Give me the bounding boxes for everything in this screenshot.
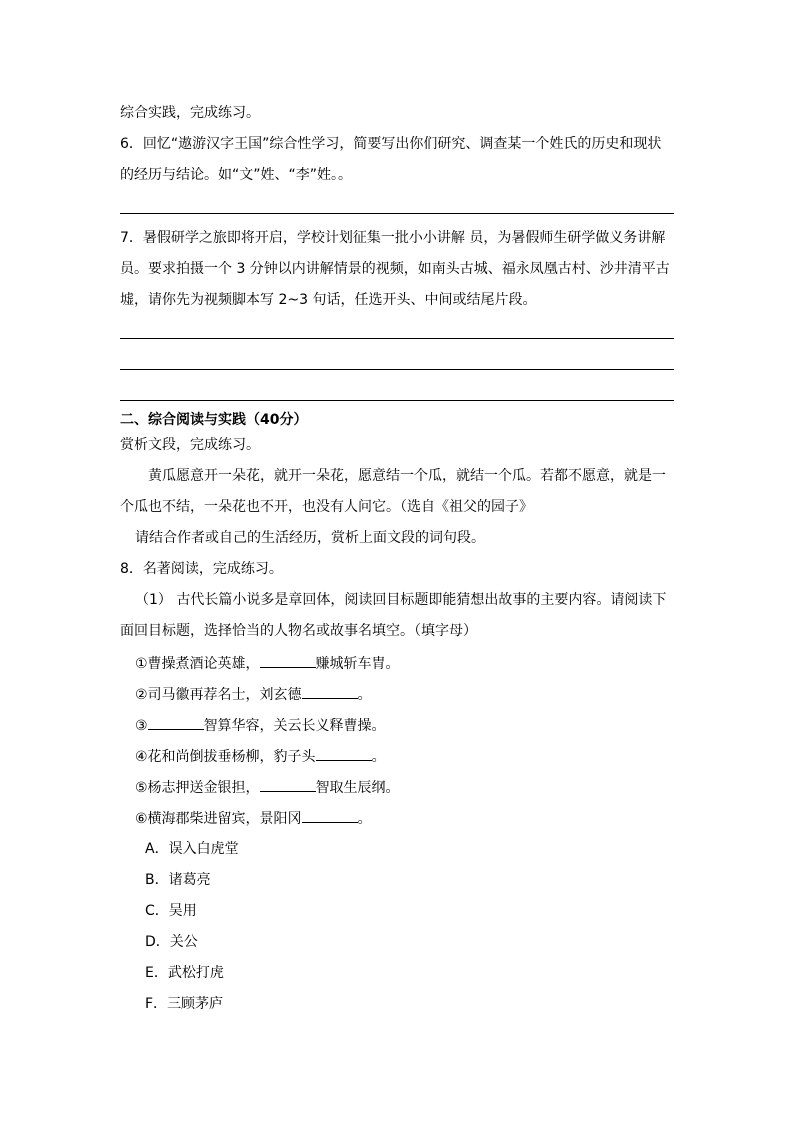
fill-item-6 — [135, 808, 372, 828]
fill-item-text: ②司马徽再荐名士，刘玄德 — [135, 687, 302, 703]
fill-item-text: ⑤杨志押送金银担， — [135, 780, 260, 796]
passage-line-1: 黄瓜愿意开一朵花，就开一朵花，愿意结一个瓜，就结一个瓜。若都不愿意，就是一 — [148, 468, 666, 484]
option-letter: A． — [145, 841, 169, 857]
fill-blank[interactable] — [260, 653, 316, 668]
fill-item-2 — [135, 684, 372, 704]
option-letter: D． — [145, 934, 170, 950]
fill-item-text: 。 — [357, 811, 372, 827]
option-letter: E． — [145, 965, 168, 981]
fill-item-text: ①曹操煮酒论英雄， — [135, 656, 260, 672]
option-b — [145, 871, 211, 889]
option-text: 三顾茅庐 — [167, 996, 224, 1012]
question-6-line-2: 的经历与结论。如“文”姓、“李”姓。。 — [120, 167, 353, 183]
fill-blank[interactable] — [148, 715, 204, 730]
fill-item-text: ③ — [135, 718, 148, 734]
passage-line-2: 个瓜也不结，一朵花也不开，也没有人问它。（选自《祖父的园子》 — [120, 499, 533, 515]
fill-blank[interactable] — [302, 808, 358, 823]
fill-item-4 — [135, 746, 386, 766]
fill-item-text: ④花和尚倒拔垂杨柳，豹子头 — [135, 749, 316, 765]
answer-line-q7-1[interactable] — [120, 338, 674, 339]
answer-line-q6[interactable] — [120, 213, 674, 214]
question-8-title: 8．名著阅读，完成练习。 — [120, 561, 283, 577]
fill-item-1 — [135, 653, 400, 673]
fill-item-text: 。 — [357, 687, 372, 703]
question-6-line-1: 6．回忆“遨游汉字王国”综合性学习，简要写出你们研究、调查某一个姓氏的历史和现状 — [120, 136, 662, 152]
fill-item-3 — [135, 715, 386, 735]
question-7-line-2: 员。要求拍摄一个 3 分钟以内讲解情景的视频，如南头古城、福永凤凰古村、沙井清平古 — [120, 261, 670, 277]
appreciation-prompt: 请结合作者或自己的生活经历，赏析上面文段的词句段。 — [135, 530, 485, 546]
fill-blank[interactable] — [302, 684, 358, 699]
fill-item-text: 赚城斩车胄。 — [315, 656, 400, 672]
option-text: 吴用 — [168, 903, 197, 919]
option-f — [145, 995, 223, 1013]
question-8-sub1-line-2: 面回目标题，选择恰当的人物名或故事名填空。（填字母） — [120, 623, 477, 639]
question-8-sub1-line-1: （1） 古代长篇小说多是章回体，阅读回目标题即能猜想出故事的主要内容。请阅读下 — [135, 592, 667, 608]
fill-item-text: 。 — [371, 749, 386, 765]
fill-blank[interactable] — [260, 777, 316, 792]
answer-line-q7-3[interactable] — [120, 400, 674, 401]
option-a — [145, 840, 239, 858]
option-e — [145, 964, 224, 982]
answer-line-q7-2[interactable] — [120, 369, 674, 370]
option-c — [145, 902, 197, 920]
fill-item-text: ⑥横海郡柴进留宾，景阳冈 — [135, 811, 302, 827]
option-letter: C． — [145, 903, 169, 919]
option-text: 关公 — [169, 934, 198, 950]
fill-item-text: 智算华容，关云长义释曹操。 — [203, 718, 386, 734]
question-7-line-1: 7．暑假研学之旅即将开启，学校计划征集一批小小讲解 员，为暑假师生研学做义务讲解 — [120, 230, 666, 246]
option-letter: F． — [145, 996, 168, 1012]
section-2-heading: 二、综合阅读与实践（40分） — [120, 412, 308, 428]
fill-item-text: 智取生辰纲。 — [315, 780, 400, 796]
option-letter: B． — [145, 872, 169, 888]
option-text: 误入白虎堂 — [168, 841, 239, 857]
section-2-intro: 赏析文段，完成练习。 — [120, 437, 260, 453]
fill-item-5 — [135, 777, 400, 797]
section-intro: 综合实践，完成练习。 — [120, 105, 260, 121]
option-d — [145, 933, 198, 951]
question-7-line-3: 墟，请你先为视频脚本写 2~3 句话，任选开头、中间或结尾片段。 — [120, 292, 537, 308]
fill-blank[interactable] — [316, 746, 372, 761]
option-text: 诸葛亮 — [168, 872, 211, 888]
option-text: 武松打虎 — [167, 965, 224, 981]
